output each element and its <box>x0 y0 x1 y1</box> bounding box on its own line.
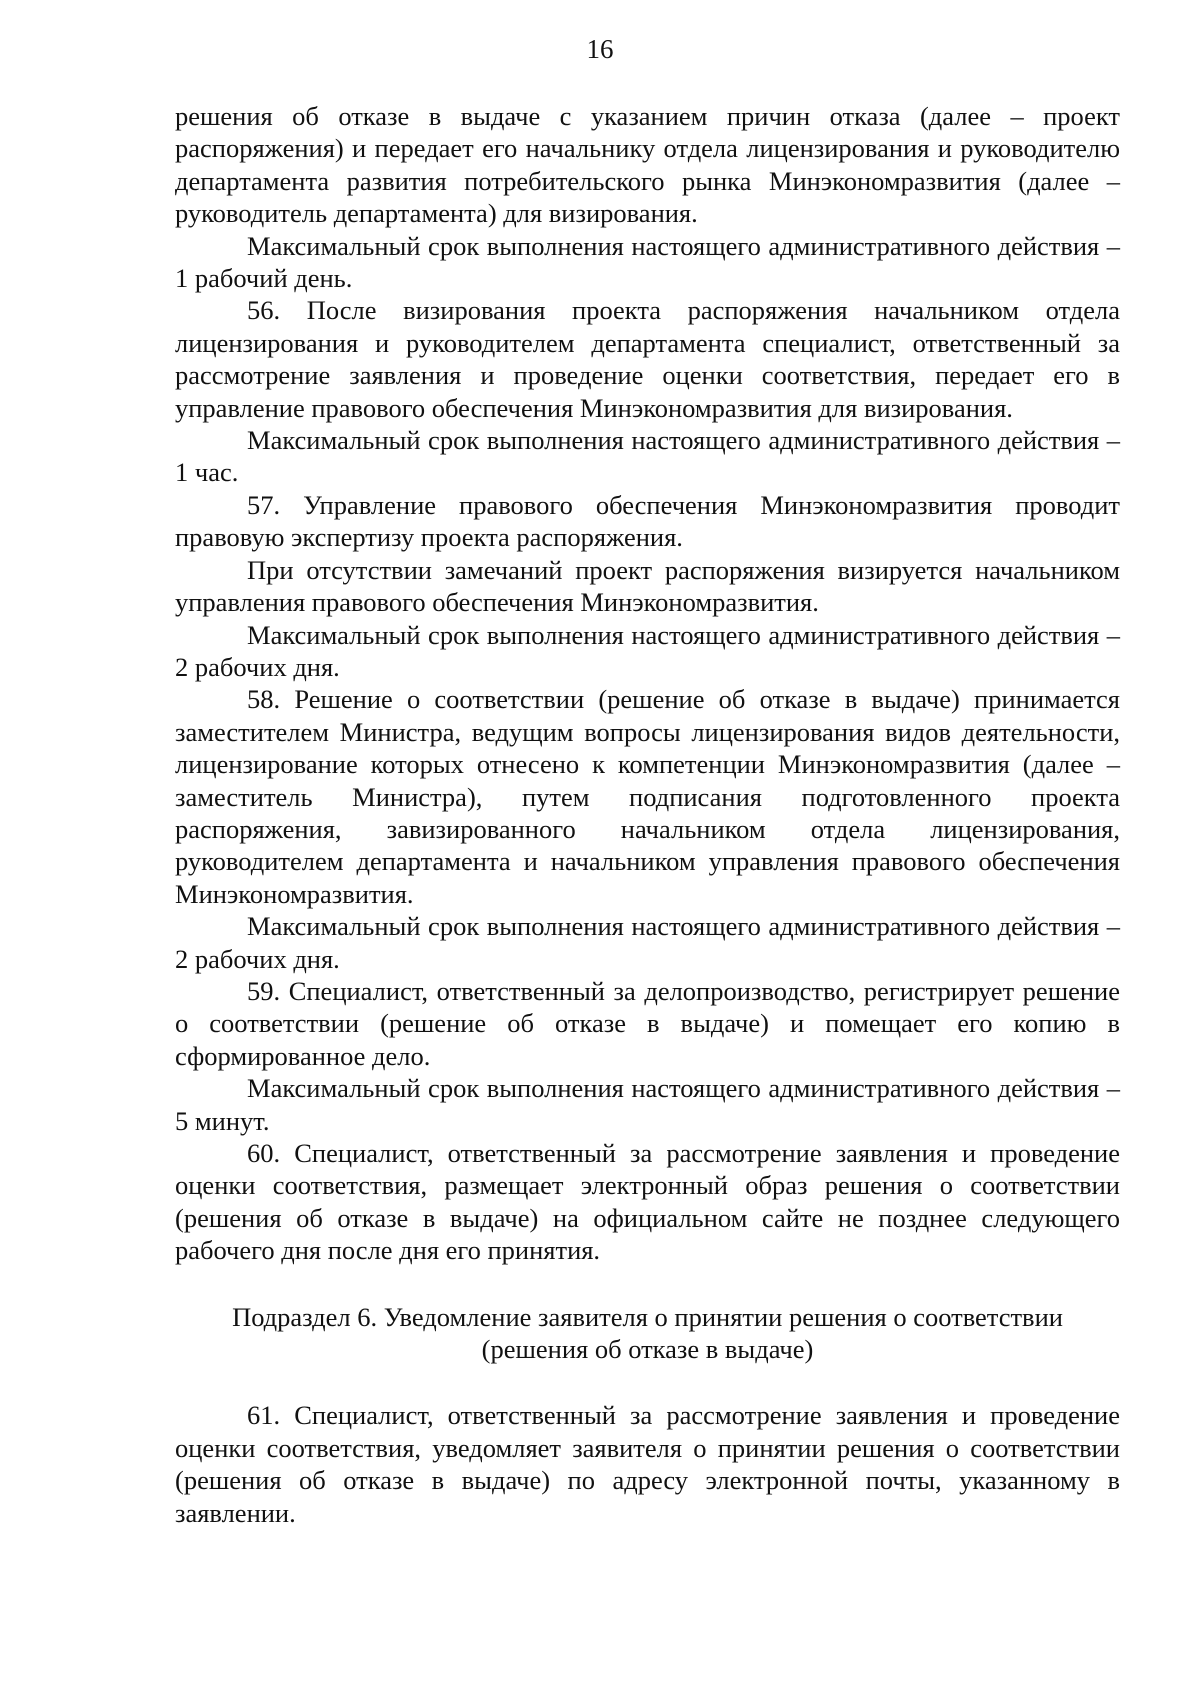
subsection-heading-line-1: Подраздел 6. Уведомление заявителя о принятии решения о соответствии <box>232 1301 1063 1332</box>
page-number: 16 <box>586 34 614 64</box>
paragraph-58: 58. Решение о соответствии (решение об отказе в выдаче) принимается заместителем Министра, ведущим вопросы лицензирования видов деятельности, лицензирование которых отнесено к компетенции Минэкономразвития (далее – заместитель Министра), путем подписания подготовленного проекта распоряжения, завизированного начальником отдела лицензирования, руководителем департамента и начальником управления правового обеспечения Минэкономразвития. <box>175 684 1120 909</box>
paragraph-56: 56. После визирования проекта распоряжения начальником отдела лицензирования и руководителем департамента специалист, ответственный за рассмотрение заявления и проведение оценки соответствия, передает его в управление правового обеспечения Минэкономразвития для визирования. <box>175 295 1120 423</box>
paragraph-60: 60. Специалист, ответственный за рассмотрение заявления и проведение оценки соответствия, размещает электронный образ решения о соответствии (решения об отказе в выдаче) на официальном сайте не позднее следующего рабочего дня после дня его принятия. <box>175 1138 1120 1266</box>
paragraph-deadline-55: Максимальный срок выполнения настоящего административного действия – 1 рабочий день. <box>175 230 1120 294</box>
document-body <box>175 100 1120 1529</box>
subsection-heading-line-2: (решения об отказе в выдаче) <box>481 1334 814 1365</box>
paragraph-61: 61. Специалист, ответственный за рассмотрение заявления и проведение оценки соответствия, уведомляет заявителя о принятии решения о соответствии (решения об отказе в выдаче) по адресу электронной почты, указанному в заявлении. <box>175 1400 1120 1528</box>
paragraph-57: 57. Управление правового обеспечения Минэкономразвития проводит правовую экспертизу проекта распоряжения. <box>175 489 1120 553</box>
paragraph-deadline-58: Максимальный срок выполнения настоящего административного действия – 2 рабочих дня. <box>175 911 1120 974</box>
paragraph-continuation: решения об отказе в выдаче с указанием причин отказа (далее – проект распоряжения) и передает его начальнику отдела лицензирования и руководителю департамента развития потребительского рынка Минэкономразвития (далее – руководитель департамента) для визирования. <box>175 101 1120 229</box>
paragraph-59: 59. Специалист, ответственный за делопроизводство, регистрирует решение о соответствии (решение об отказе в выдаче) и помещает его копию в сформированное дело. <box>175 975 1120 1071</box>
subsection-heading <box>175 1301 1120 1366</box>
paragraph-deadline-57: Максимальный срок выполнения настоящего административного действия – 2 рабочих дня. <box>175 619 1120 682</box>
paragraph-deadline-56: Максимальный срок выполнения настоящего административного действия – 1 час. <box>175 425 1120 488</box>
paragraph-57-no-remarks: При отсутствии замечаний проект распоряжения визируется начальником управления правового обеспечения Минэкономразвития. <box>175 554 1120 618</box>
paragraph-deadline-59: Максимальный срок выполнения настоящего административного действия – 5 минут. <box>175 1073 1120 1136</box>
